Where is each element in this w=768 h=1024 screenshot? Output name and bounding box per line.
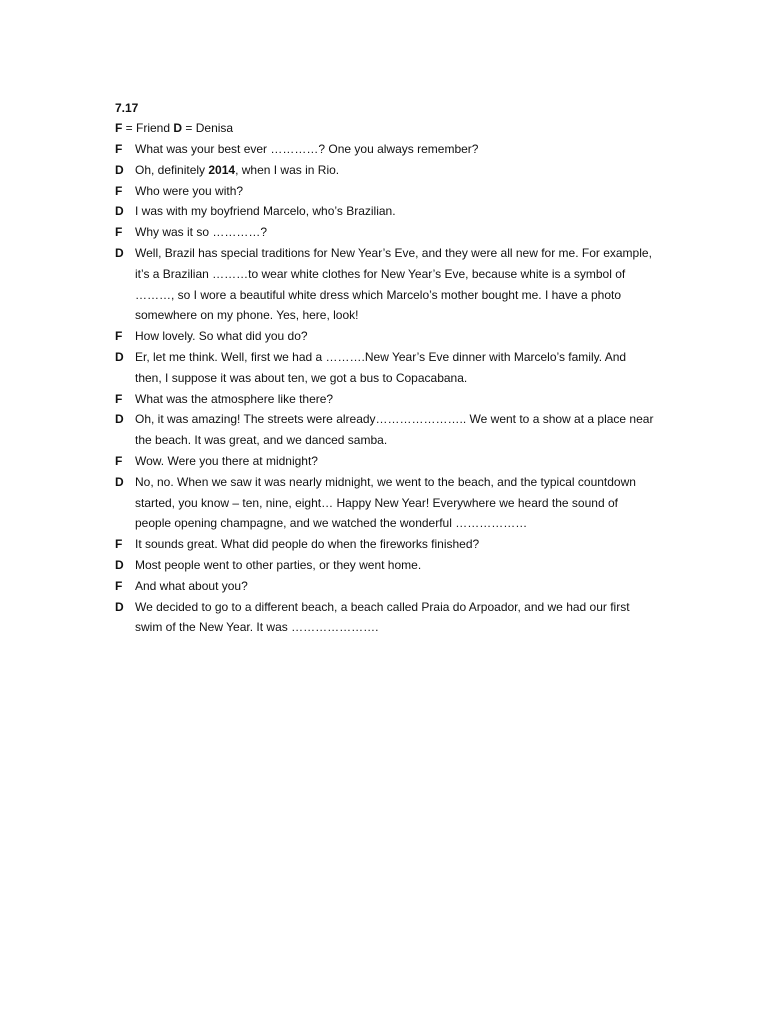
dialogue-turn-16 [115,597,655,639]
dialogue-turn-12 [115,472,655,534]
speaker-label: D [115,349,124,364]
dialogue-text-start: Oh, definitely [135,162,209,177]
dialogue-text: Who were you with? [135,183,244,198]
dialogue-text: Oh, it was amazing! The streets were already………………….. We went to a show at a place near the beach. It was great, and we danced samba. [135,412,654,448]
dialogue-turn-10 [115,409,655,451]
dialogue-turn-3 [115,181,655,202]
speaker-label: F [115,183,123,198]
dialogue-turn-11 [115,451,655,472]
speaker-label: F [115,142,123,156]
dialogue-text: It sounds great. What did people do when the fireworks finished? [135,537,480,552]
dialogue-text: What was the atmosphere like there? [135,391,334,406]
dialogue-text: We decided to go to a different beach, a beach called Praia do Arpoador, and we had our first swim of the New Year. It was …………………. [135,599,630,635]
dialogue-text: No, no. When we saw it was nearly midnight, we went to the beach, and the typical countdown started, you know – ten, nine, eight… Happy New Year! Everywhere we heard the sound of people opening champagne, and we watched the wonderful ……………… [135,474,636,531]
year-emphasis: 2014 [208,162,236,177]
speaker-label: F [115,225,123,240]
dialogue-text: Why was it so …………? [135,225,268,240]
dialogue-turn-6 [115,243,655,326]
dialogue-text: Er, let me think. Well, first we had a ……….New Year’s Eve dinner with Marcelo’s family. And then, I suppose it was about ten, we got a bus to Copacabana. [135,349,627,385]
friend-code: F [115,121,123,135]
dialogue-text: And what about you? [135,578,248,593]
dialogue-turn-4 [115,201,655,222]
speaker-label: D [115,245,124,260]
speaker-label: D [115,412,124,427]
speaker-label: F [115,537,123,552]
dialogue-turn-15 [115,576,655,597]
dialogue-text: What was your best ever …………? One you always remember? [135,142,479,156]
speaker-label: D [115,162,124,177]
dialogue-text: Wow. Were you there at midnight? [135,453,318,468]
speaker-label: D [115,204,124,219]
dialogue-text: I was with my boyfriend Marcelo, who’s Brazilian. [135,204,396,219]
speaker-label: F [115,391,123,406]
speaker-label: D [115,599,124,614]
dialogue-turn-8 [115,347,655,389]
dialogue-text: Most people went to other parties, or they went home. [135,557,422,572]
denisa-label: = Denisa [182,121,234,135]
dialogue-turn-7 [115,326,655,347]
transcript-content [115,98,655,638]
speaker-label: F [115,453,123,468]
speaker-label: D [115,474,124,489]
dialogue-text: How lovely. So what did you do? [135,329,308,344]
speaker-label: D [115,557,124,572]
friend-label: = Friend [122,121,174,135]
dialogue-turn-5 [115,222,655,243]
speaker-label: F [115,578,123,593]
dialogue-text-end: , when I was in Rio. [235,162,340,177]
dialogue-turn-1 [115,139,655,160]
speaker-key [115,118,655,139]
dialogue-text [135,160,655,181]
dialogue-turn-14 [115,555,655,576]
section-number: 7.17 [115,101,139,115]
dialogue-text: Well, Brazil has special traditions for New Year’s Eve, and they were all new for me. For example, it’s a Brazilian ………to wear white clothes for New Year’s Eve, because white is a symbol of ………, so I wore a beautiful white dress which Marcelo’s mother bought me. I have a photo somewhere on my phone. Yes, here, look! [135,245,652,323]
dialogue-turn-2 [115,160,655,181]
speaker-label: F [115,329,123,344]
dialogue-turn-9 [115,389,655,410]
denisa-code: D [173,121,183,135]
dialogue-turn-13 [115,534,655,555]
